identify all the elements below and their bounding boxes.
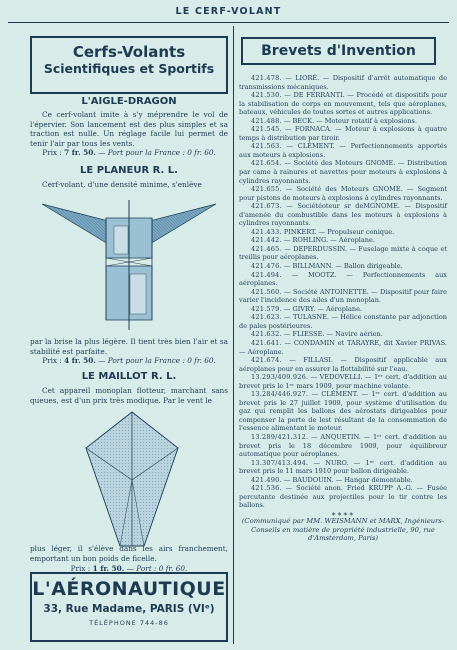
column-divider [233,26,234,644]
patent-entry: 421.478. — LIORÉ. — Dispositif d'arrêt automatique de transmissions mécaniques. [239,74,447,91]
item-desc-planeur-a: Cerf-volant, d'une densité minime, s'enlève [42,180,202,189]
patent-entry: 421.673. — Sociétéoteur sr deMGNOME. — Dispositif d'amenée du combustible dans les moteurs à explosions à cylindres rayonnants. [239,202,447,228]
advert-address: 33, Rue Madame, PARIS (VIᵉ) [43,603,215,615]
patent-entry: 421.654. — Société des Moteurs GNOME. — Distribution par came à rainures et navettes pour moteurs à explosions à cylindres rayonnants. [239,159,447,185]
item-price-planeur: Prix : 4 fr. 50. — Port pour la France : 0 fr. 60. [42,356,216,365]
patent-entry: 13.307/413.494. — NURO. — 1ᵉʳ cert. d'addition au brevet pris le 11 mars 1910 pour ballon dirigeable. [239,458,447,476]
item-title-aigle-dragon: L'AIGLE-DRAGON [81,96,177,107]
patent-entry: 421.530. — DE FERRANTI. — Procédé et dispositifs pour la stabilisation de corps en mouvement, tels que aéroplanes, bateaux, véhicules de toutes sortes et autres applications. [239,91,447,117]
patent-entry: 13.289/421.312. — ANQUETIN. — 1ᵉʳ cert. d'addition au brevet pris le 18 décembre 1909, pour équilibreur automatique pour aéroplanes. [239,432,447,459]
maillot-kite-illustration [82,408,182,550]
item-title-maillot: LE MAILLOT R. L. [81,371,177,382]
patent-list [239,74,447,543]
item-desc-aigle-dragon: Ce cerf-volant imite à s'y méprendre le vol de l'épervier. Son lancement est des plus simples et sa traction est nulle. Un réglage facile lui permet de tenir l'air par tous les vents. [30,110,228,148]
planeur-kite-illustration [36,196,222,336]
patent-entry: 421.490. — BAUDOUIN. — Hangar démontable. [251,475,413,484]
patent-entry: 421.433. PINKERT. — Propulseur conique. [251,227,395,236]
patent-entry: 421.632. — FLIESSE. — Navire aérien. [251,330,383,339]
patents-title: Brevets d'Invention [241,37,436,65]
patent-entry: 13.284/446.927. — CLÉMENT. — 1ᵉʳ cert. d'addition au brevet pris le 27 juillet 1909, pour système d'utilisation du gaz qui remplit les ballons des aérostats dirigeables pour compenser la perte de lest résultant de la consommation de l'essence alimentant le moteur. [239,390,447,433]
patent-entry: 421.476. — BILLMANN. — Ballon dirigeable. [251,262,403,271]
patent-entry: 421.563. — CLÉMENT. — Perfectionnements apportés aux moteurs à explosions. [239,142,447,159]
advert-phone: TÉLÉPHONE 744-86 [89,619,169,627]
patent-entry: 421.442. — ROHLING. — Aéroplane. [251,236,375,245]
patent-entry: 13.293/409.926. — VEDOVELLI. — 1ᵉʳ cert. d'addition au brevet pris le 1ᵉʳ mars 1909, pour machine volante. [239,373,447,390]
patent-entry: 421.579. — GIVRY. — Aéroplane. [251,304,363,313]
patent-entry: 421.623. — TULASNE. — Hélice constante par adjonction de pales postérieures. [239,313,447,330]
item-price-aigle-dragon: Prix : 7 fr. 50. — Port pour la France : 0 fr. 60. [42,148,216,157]
separator: ∗∗∗∗ [331,508,355,518]
item-desc-maillot-a: Cet appareil monoplan flotteur, marchant sans queues, est d'un prix très modique. Par le vent le [30,386,228,405]
patent-entry: 421.560. — Société ANTOINETTE. — Dispositif pour faire varier l'incidence des ailes d'un monoplan. [239,287,447,305]
patent-entry: 421.545. — FORNACA. — Moteur à explosions à quatre temps à distribution par tiroir. [239,125,447,142]
header-rule [8,22,449,23]
patent-entry: 421.655. — Société des Moteurs GNOME. — Segment pour pistons de moteurs à explosions à cylindres rayonnants. [239,185,447,202]
patent-entry: 421.494. — MOOTZ. — Perfectionnements aux aéroplanes. [239,270,447,288]
aeronautique-advert [30,572,228,642]
item-desc-planeur-b: par la brise la plus légère. Il tient très bien l'air et sa stabilité est parfaite. [30,337,228,356]
item-title-planeur: LE PLANEUR R. L. [80,165,178,176]
patent-entry: 421.674. — FILLASI. — Dispositif applicable aux aéroplanes pour en assurer la flottabilité sur l'eau. [239,356,447,373]
patent-entry: 421.465. — DEPERDUSSIN. — Fuselage mixte à coque et treillis pour aéroplanes. [239,244,447,262]
kites-title: Cerfs-Volants [72,43,186,61]
patents-footer: (Communiqué par MM. WEISMANN et MARX, Ingénieurs-Conseils en matière de propriété industrielle, 90, rue d'Amsterdam, Paris) [241,516,445,543]
advert-name: L'AÉRONAUTIQUE [32,578,226,600]
patent-entry: 421.536. — Société anon. Fried KRUPP A.-G. — Fusée percutante destinée aux projectiles pour le tir contre les ballons. [239,484,447,510]
page-header: LE CERF-VOLANT [175,6,282,17]
patent-entry: 421.641. — CONDAMIN et TARAYRE, dit Xavier PRIVAS. — Aéroplane. [239,338,447,356]
item-desc-maillot-b: plus léger, il s'élève dans les airs franchement, emportant un bon poids de ficelle. [30,544,228,563]
kites-title-box [30,36,228,94]
patent-entry: 421.488. — BECK. — Moteur rotatif à explosions. [251,116,417,125]
item-price-maillot: Prix : 1 fr. 50. — Port : 0 fr. 60. [70,564,188,573]
kites-subtitle: Scientifiques et Sportifs [43,61,215,76]
